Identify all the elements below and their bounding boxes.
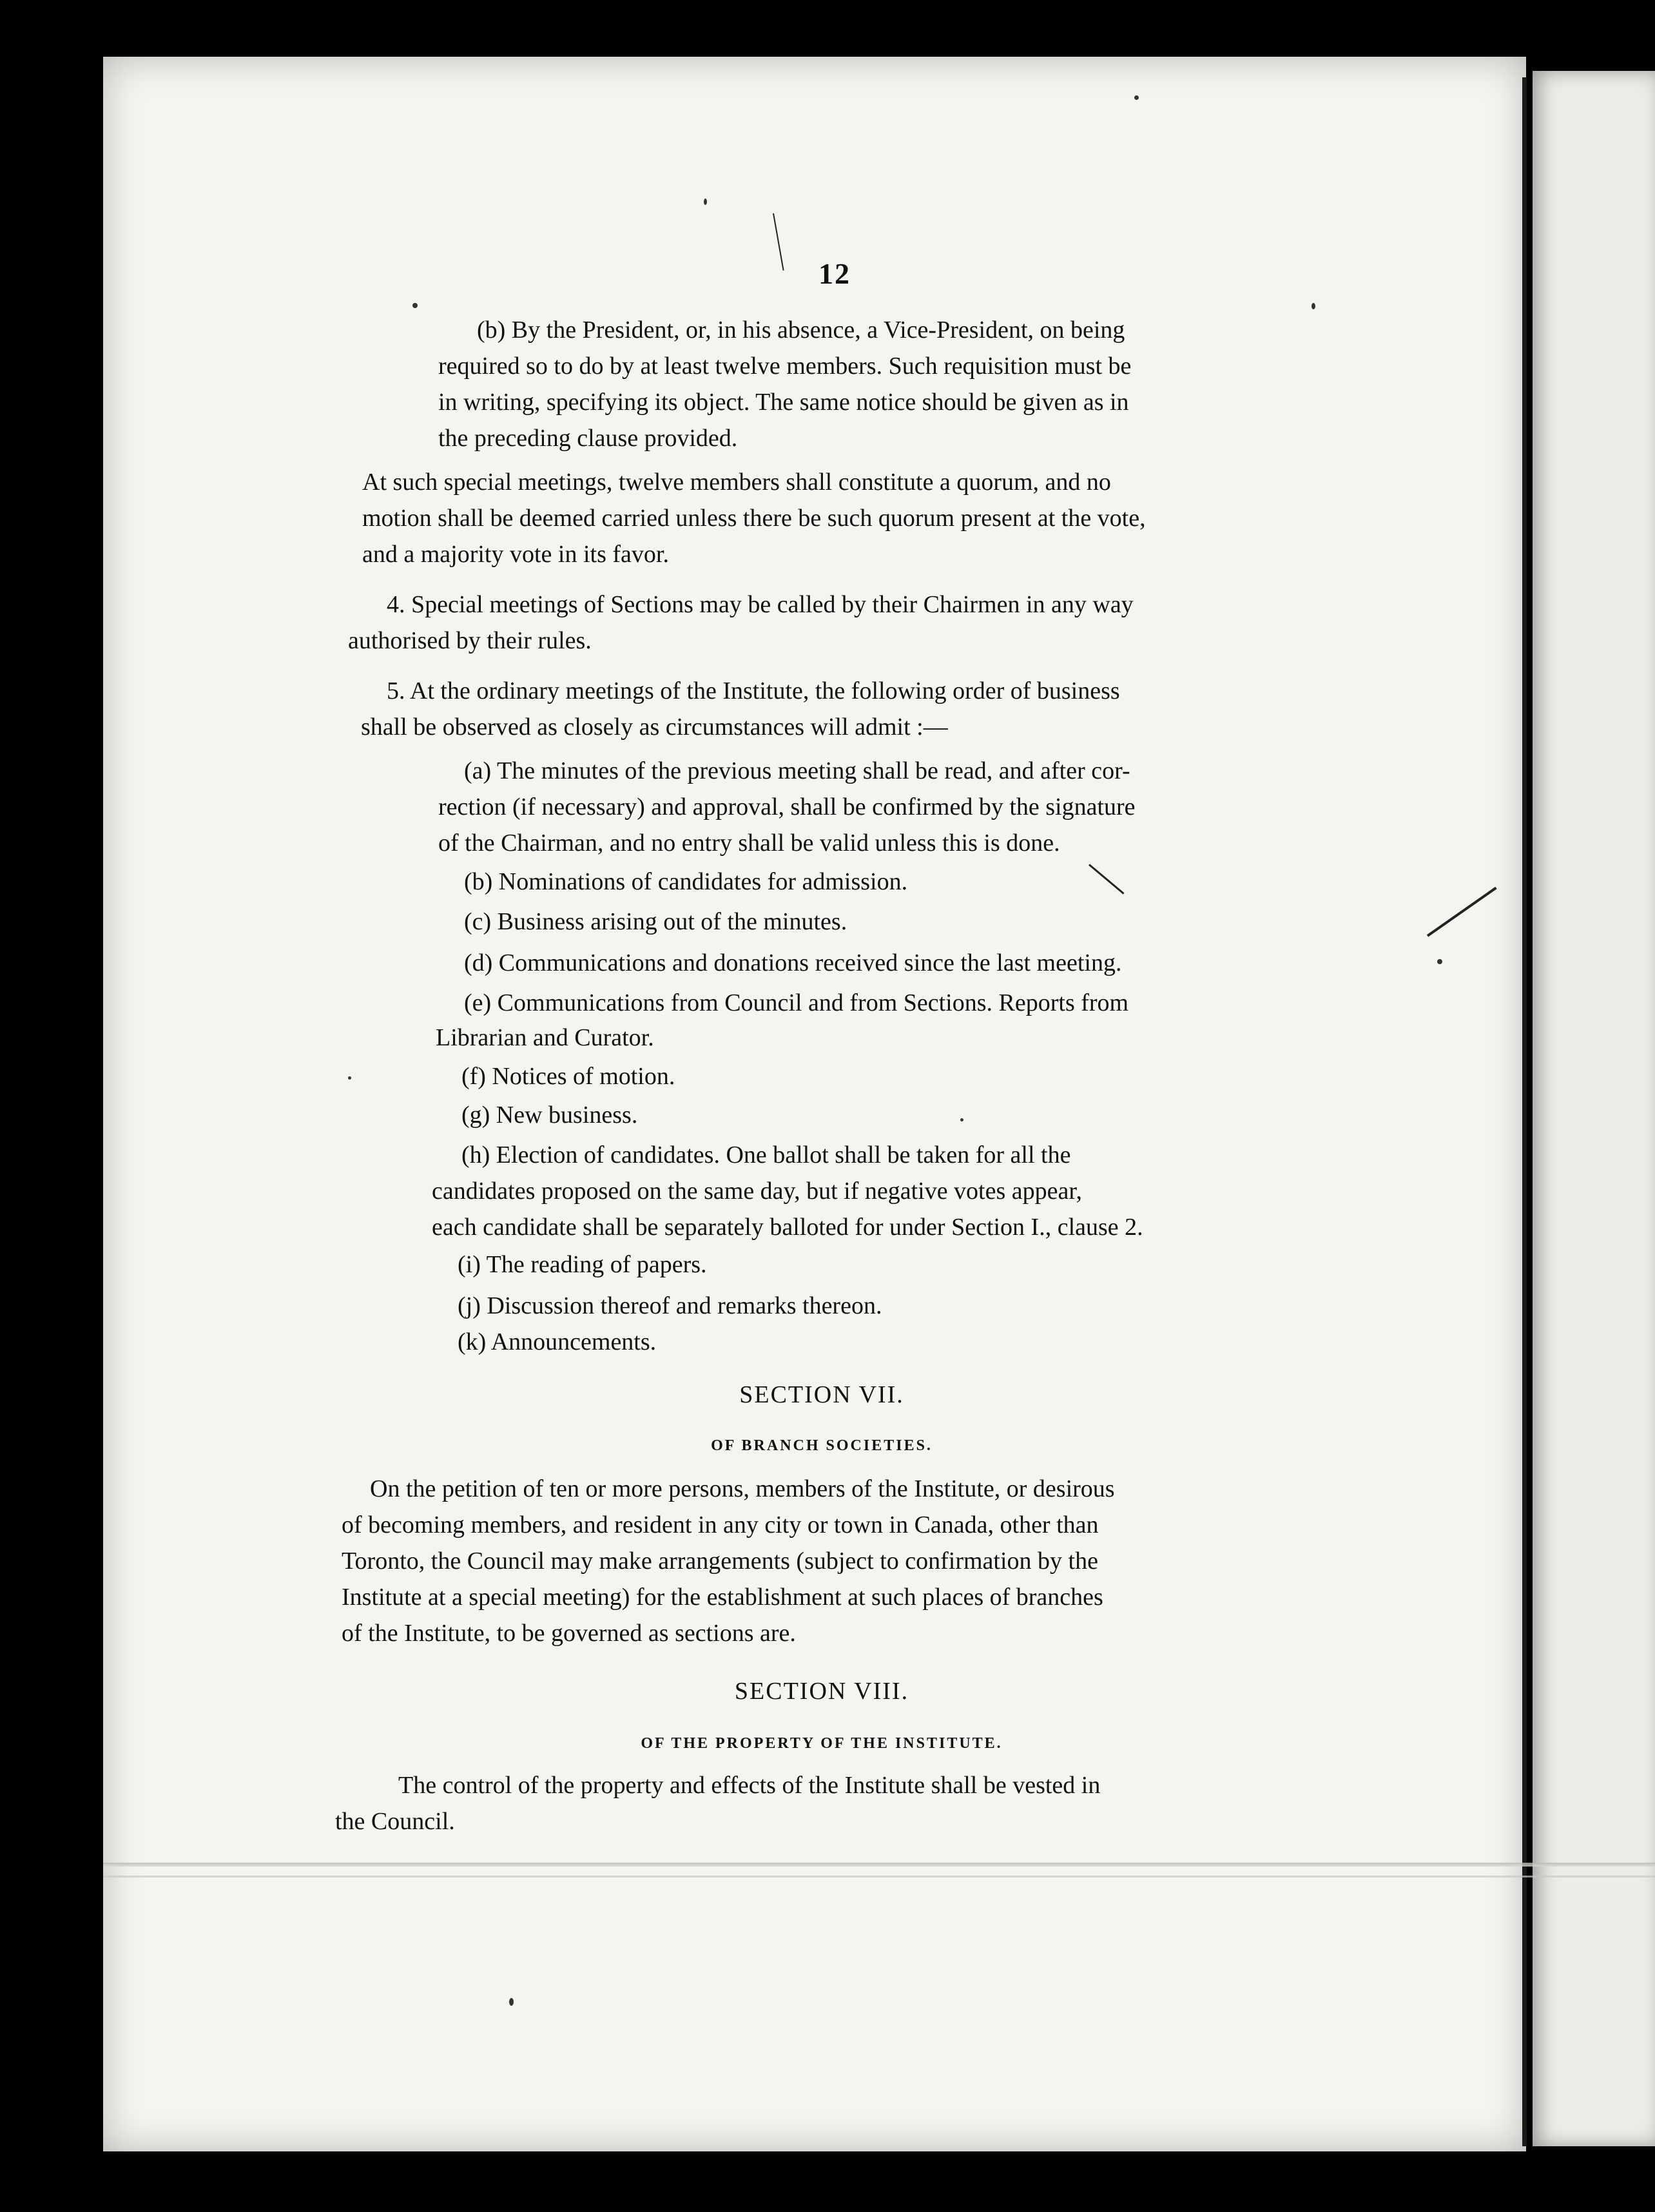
scan-speck — [509, 1998, 514, 2006]
list-item-c: (c) Business arising out of the minutes. — [464, 908, 847, 935]
text-line: motion shall be deemed carried unless there be such quorum present at the vote, — [362, 505, 1146, 532]
scan-speck — [348, 1076, 351, 1080]
text-line: the Council. — [335, 1808, 455, 1835]
list-item-d: (d) Communications and donations received since the last meeting. — [464, 949, 1122, 976]
page-bottom-edge-shadow — [103, 1876, 1655, 1877]
text-line: On the petition of ten or more persons, members of the Institute, or desirous — [370, 1475, 1115, 1502]
list-item-h-cont: each candidate shall be separately balloted for under Section I., clause 2. — [432, 1214, 1143, 1241]
list-item-j: (j) Discussion thereof and remarks thereon. — [458, 1292, 882, 1319]
text-line: of the Institute, to be governed as sections are. — [342, 1620, 796, 1647]
text-line: At such special meetings, twelve members shall constitute a quorum, and no — [362, 469, 1111, 496]
text-line: (b) By the President, or, in his absence, a Vice-President, on being — [477, 316, 1125, 344]
text-line: and a majority vote in its favor. — [362, 541, 669, 568]
text-line: Toronto, the Council may make arrangements (subject to confirmation by the — [342, 1547, 1098, 1575]
list-item-a-cont: of the Chairman, and no entry shall be valid unless this is done. — [438, 830, 1060, 857]
scan-speck — [1134, 95, 1139, 100]
list-item-h: (h) Election of candidates. One ballot shall be taken for all the — [461, 1141, 1071, 1169]
list-item-g: (g) New business. — [461, 1101, 638, 1129]
scan-speck — [1437, 959, 1442, 964]
section-7-subheading: OF BRANCH SOCIETIES. — [711, 1437, 933, 1454]
page-bottom-edge — [103, 1863, 1655, 1867]
text-line: authorised by their rules. — [348, 627, 592, 654]
list-item-e: (e) Communications from Council and from Sections. Reports from — [464, 989, 1129, 1016]
scan-speck — [960, 1118, 963, 1121]
list-item-a: (a) The minutes of the previous meeting shall be read, and after cor- — [464, 757, 1130, 784]
list-item-k: (k) Announcements. — [458, 1328, 657, 1355]
text-line: 5. At the ordinary meetings of the Institute, the following order of business — [387, 677, 1120, 704]
text-line: of becoming members, and resident in any city or town in Canada, other than — [342, 1511, 1099, 1538]
list-item-e-cont: Librarian and Curator. — [436, 1024, 654, 1051]
section-8-heading: SECTION VIII. — [734, 1678, 909, 1705]
section-8-subheading: OF THE PROPERTY OF THE INSTITUTE. — [641, 1735, 1003, 1752]
text-line: required so to do by at least twelve members. Such requisition must be — [438, 353, 1132, 380]
page-fold — [1522, 77, 1527, 2146]
facing-page-edge — [1533, 71, 1655, 2146]
list-item-f: (f) Notices of motion. — [461, 1063, 675, 1090]
text-line: shall be observed as closely as circumstances will admit :— — [361, 713, 948, 741]
text-line: The control of the property and effects of the Institute shall be vested in — [398, 1772, 1101, 1799]
list-item-b: (b) Nominations of candidates for admission. — [464, 868, 908, 895]
text-line: 4. Special meetings of Sections may be called by their Chairmen in any way — [387, 591, 1134, 618]
scan-speck — [412, 303, 418, 308]
list-item-a-cont: rection (if necessary) and approval, shall be confirmed by the signature — [438, 793, 1136, 820]
page-number: 12 — [818, 257, 851, 290]
list-item-i: (i) The reading of papers. — [458, 1251, 707, 1278]
section-7-heading: SECTION VII. — [739, 1381, 904, 1408]
text-line: Institute at a special meeting) for the establishment at such places of branches — [342, 1584, 1103, 1611]
text-line: the preceding clause provided. — [438, 425, 738, 452]
list-item-h-cont: candidates proposed on the same day, but if negative votes appear, — [432, 1178, 1083, 1205]
text-line: in writing, specifying its object. The same notice should be given as in — [438, 389, 1129, 416]
scan-speck — [704, 199, 707, 205]
scan-speck — [1311, 303, 1315, 309]
